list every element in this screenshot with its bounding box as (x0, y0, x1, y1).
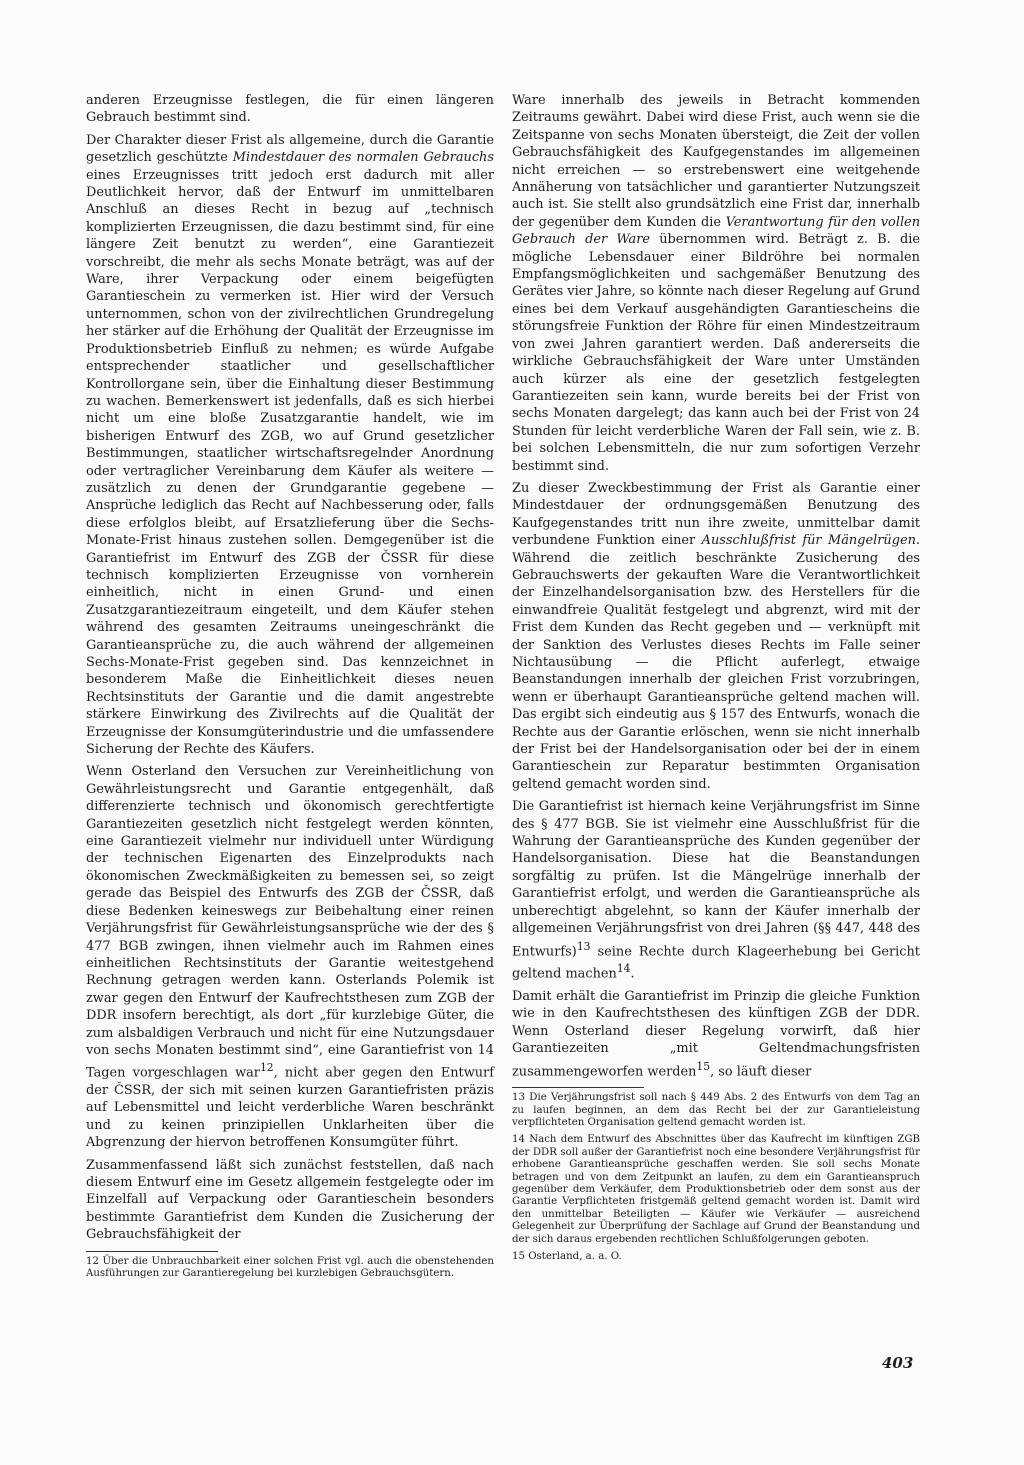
footnote: 14 Nach dem Entwurf des Abschnittes über das Kaufrecht im künftigen ZGB der DDR soll außer der Garantiefrist noch eine besondere Verjährungsfrist für erhobene Garantieansprüche geschaffen werden. Sie soll sechs Monate betragen und von dem Zeitpunkt an laufen, zu dem ein Garantieanspruch gegenüber dem Verkäufer, dem Produktionsbetrieb oder dem sonst aus der Garantie Verpflichteten fristgemäß geltend gemacht worden ist. Damit wird den unmittelbar Beteiligten — Käufer wie Verkäufer — ausreichend Gelegenheit zur Überprüfung der Sachlage auf Grund der Beanstandung und der sich daraus ergebenden rechtlichen Schlußfolgerungen geboten. (512, 1134, 920, 1245)
right-column (512, 92, 920, 1269)
footnote-ref: 13 (576, 939, 591, 953)
text-run: Die Garantiefrist ist hiernach keine Verjährungsfrist im Sinne des § 477 BGB. Sie ist vielmehr eine Ausschlußfrist für die Wahrung der Garantieansprüche des Kunden gegenüber der Handelsorganisation. Diese hat die Beanstandungen sorgfältig zu prüfen. Ist die Mängelrüge innerhalb der Garantiefrist erfolgt, und werden die Garantieansprüche als unberechtigt abgelehnt, so kann der Käufer innerhalb der allgemeinen Verjährungsfrist von drei Jahren (§§ 447, 448 des Entwurfs) (512, 799, 920, 959)
text-run: Ware innerhalb des jeweils in Betracht kommenden Zeitraums gewährt. Dabei wird diese Frist, auch wenn sie die Zeitspanne von sechs Monaten übersteigt, die Zeit der vollen Gebrauchsfähigkeit des Kaufgegenstandes im allgemeinen nicht erreichen — so erstrebenswert eine weitgehende Annäherung von tatsächlicher und garantierter Nutzungszeit auch ist. Sie stellt also grundsätzlich eine Frist dar, innerhalb der gegenüber dem Kunden die (512, 93, 920, 230)
page-number: 403 (882, 1354, 914, 1372)
emphasis-text: Mindestdauer des normalen Gebrauchs (232, 150, 494, 166)
text-run: Zu dieser Zweckbestimmung der Frist als Garantie einer Mindestdauer der ordnungsgemäßen Benutzung des Kaufgegenstandes tritt nun ihre zweite, unmittelbar damit verbundene Funktion einer (512, 480, 920, 549)
text-run: Der Charakter dieser Frist als allgemeine, durch die Garantie gesetzlich geschützte (86, 132, 494, 166)
paragraph (512, 798, 920, 983)
left-column (86, 92, 494, 1286)
footnote-ref: 15 (696, 1059, 711, 1073)
text-run: eines Erzeugnisses tritt jedoch erst dadurch mit aller Deutlichkeit hervor, daß der Entwurf im unmittelbaren Anschluß an dieses Recht in bezug auf „technisch komplizierten Erzeugnissen, die dazu bestimmt sind, für eine längere Zeit benutzt zu werden“, eine Garantiezeit vorschreibt, die mehr als sechs Monate beträgt, was auf der Ware, ihrer Verpackung oder einem beigefügten Garantieschein zu vermerken ist. Hier wird der Versuch unternommen, schon von der zivilrechtlichen Grundregelung her stärker auf die Erhöhung der Qualität der Erzeugnisse im Produktionsbetrieb Einfluß zu nehmen; es würde Aufgabe entsprechender staatlicher und gesellschaftlicher Kontrollorgane sein, über die Einhaltung dieser Bestimmung zu wachen. Bemerkenswert ist jedenfalls, daß es sich hierbei nicht um eine bloße Zusatzgarantie handelt, wie im bisherigen Entwurf des ZGB, wo auf Grund gesetzlicher Bestimmungen, staatlicher wirtschaftsregelnder Anordnung oder vertraglicher Vereinbarung dem Käufer als weitere — zusätzlich zu denen der Grundgarantie gegebene — Ansprüche lediglich das Recht auf Nachbesserung oder, falls diese erfolglos bleibt, auf Ersatzlieferung über die Sechs-Monate-Frist hinaus zustehen sollen. Demgegenüber ist die Garantiefrist im Entwurf des ZGB der ČSSR für diese technisch komplizierten Erzeugnisse von vornherein einheitlich, nicht in einen Grund- und einen Zusatzgarantiezeitraum eingeteilt, und dem Käufer stehen während des gesamten Zeitraums uneingeschränkt die Garantieansprüche zu, die auch während der allgemeinen Sechs-Monate-Frist gegeben sind. Das kennzeichnet in besonderem Maße die Einheitlichkeit dieses neuen Rechtsinstituts der Garantie und die damit angestrebte stärkere Einwirkung des Zivilrechts auf die Qualität der Erzeugnisse der Konsumgüterindustrie und die umfassendere Sicherung der Rechte des Käufers. (86, 167, 494, 758)
text-run: . Während die zeitlich beschränkte Zusicherung des Gebrauchswerts der gekauften Ware die Verantwortlichkeit der Einzelhandelsorganisation bzw. des Herstellers für die einwandfreie Qualität festgelegt und abgrenzt, wird mit der Frist dem Kunden das Recht gegeben und — verknüpft mit der Sanktion des Verlustes dieses Rechts im Falle seiner Nichtausübung — die Pflicht auferlegt, etwaige Beanstandungen innerhalb der gleichen Frist vorzubringen, wenn er überhaupt Garantieansprüche geltend machen will. Das ergibt sich eindeutig aus § 157 des Entwurfs, wonach die Rechte aus der Garantie erlöschen, wenn sie nicht innerhalb der Frist bei der Handelsorganisation oder bei der in einem Garantieschein zur Reparatur bestimmten Organisation geltend gemacht worden sind. (512, 533, 920, 792)
text-run: übernommen wird. Beträgt z. B. die mögliche Lebensdauer einer Bildröhre bei normalen Empfangsmöglichkeiten und sachgemäßer Benutzung des Gerätes vier Jahre, so könnte nach dieser Regelung auf Grund eines bei dem Verkauf ausgehändigten Garantiescheins die störungsfreie Funktion der Röhre für einen Mindestzeitraum von zwei Jahren garantiert werden. Daß andererseits die wirkliche Gebrauchsfähigkeit der Ware unter Umständen auch kürzer als eine der gesetzlich festgelegten Garantiezeiten sein kann, wurde bereits bei der Frist von sechs Monaten dargelegt; das kann auch bei der Frist von 24 Stunden für leicht verderbliche Waren der Fall sein, wie z. B. bei solchen Lebensmitteln, die nur zum sofortigen Verzehr bestimmt sind. (512, 232, 920, 474)
emphasis-text: Ausschlußfrist für Mängelrügen (701, 533, 916, 549)
text-run: , nicht aber gegen den Entwurf der ČSSR, der sich mit seinen kurzen Garantiefristen präzis auf Lebensmittel und leicht verderbliche Waren beschränkt und zu keinen prinzipiellen Unklarheiten über die Abgrenzung der hiervon betroffenen Konsumgüter führt. (86, 1065, 494, 1151)
paragraph (86, 763, 494, 1151)
footnote-divider (512, 1087, 644, 1088)
emphasis-text: Verantwortung für den vollen Gebrauch der Ware (512, 214, 920, 248)
paragraph: anderen Erzeugnisse festlegen, die für einen längeren Gebrauch bestimmt sind. (86, 93, 494, 126)
paragraph (512, 988, 920, 1080)
paragraph (86, 132, 494, 759)
footnote-ref: 12 (259, 1061, 274, 1075)
footnote-divider (86, 1251, 218, 1252)
paragraph (512, 92, 920, 475)
text-run: , so läuft dieser (710, 1063, 812, 1079)
paragraph (512, 480, 920, 793)
text-run: . (630, 966, 635, 982)
text-run: seine Rechte durch Klageerhebung bei Gericht geltend machen (512, 943, 920, 982)
footnote: 15 Osterland, a. a. O. (512, 1251, 622, 1263)
footnote-ref: 14 (616, 962, 631, 976)
footnote: 12 Über die Unbrauchbarkeit einer solchen Frist vgl. auch die obenstehenden Ausführungen zur Garantieregelung bei kurzlebigen Gebrauchsgütern. (86, 1255, 494, 1280)
paragraph: Zusammenfassend läßt sich zunächst feststellen, daß nach diesem Entwurf eine im Gesetz allgemein festgelegte oder im Einzelfall auf Verpackung oder Garantieschein besonders bestimmte Garantiefrist dem Kunden die Zusicherung der Gebrauchsfähigkeit der (86, 1157, 494, 1243)
text-run: Damit erhält die Garantiefrist im Prinzip die gleiche Funktion wie in den Kaufrechtsthesen des künftigen ZGB der DDR. Wenn Osterland dieser Regelung vorwirft, daß hier Garantiezeiten „mit Geltendmachungsfristen zusammengeworfen werden (512, 988, 920, 1079)
text-run: Wenn Osterland den Versuchen zur Vereinheitlichung von Gewährleistungsrecht und Garantie entgegenhält, daß differenzierte technisch und ökonomisch gerechtfertigte Garantiezeiten gesetzlich nicht festgelegt werden könnten, eine Garantiezeit vielmehr nur individuell unter Würdigung der technischen Eigenarten des Einzelprodukts nach ökonomischen Zweckmäßigkeiten zu bemessen sei, so zeigt gerade das Beispiel des Entwurfs des ZGB der ČSSR, daß diese Bedenken keineswegs zur Beibehaltung einer reinen Verjährungsfrist für Gewährleistungsansprüche wie der des § 477 BGB zwingen, ihnen vielmehr auch im Rahmen eines einheitlichen Rechtsinstituts der Garantie weitestgehend Rechnung getragen werden kann. Osterlands Polemik ist zwar gegen den Entwurf der Kaufrechtsthesen zum ZGB der DDR insofern berechtigt, als dort „für kurzlebige Güter, die zum alsbaldigen Verbrauch und nicht für eine Nutzungsdauer von sechs Monaten bestimmt sind“, eine Garantiefrist von 14 Tagen vorgeschlagen war (86, 764, 494, 1081)
footnote: 13 Die Verjährungsfrist soll nach § 449 Abs. 2 des Entwurfs von dem Tag an zu laufen beginnen, an dem das Recht bei der zur Garantieleistung verpflichteten Organisation geltend gemacht worden ist. (512, 1092, 920, 1129)
